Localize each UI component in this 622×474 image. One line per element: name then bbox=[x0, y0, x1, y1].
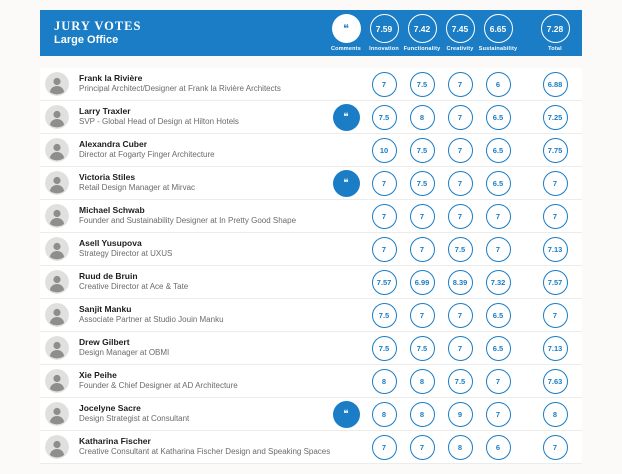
juror-title: Founder and Sustainability Designer at In Pretty Good Shape bbox=[79, 216, 297, 226]
comments-quote-icon: ❝ bbox=[332, 14, 361, 43]
juror-score-columns bbox=[327, 203, 574, 230]
juror-row bbox=[40, 332, 582, 365]
functionality-score-badge: 6.99 bbox=[410, 270, 435, 295]
functionality-cell bbox=[403, 138, 441, 163]
sustainability-score-badge: 7.32 bbox=[486, 270, 511, 295]
sustainability-score-badge: 7 bbox=[486, 402, 511, 427]
innovation-cell bbox=[365, 435, 403, 460]
column-header-functionality bbox=[403, 14, 441, 52]
total-score-badge: 7.75 bbox=[543, 138, 568, 163]
innovation-cell bbox=[365, 402, 403, 427]
sustainability-average-badge: 6.65 bbox=[484, 14, 513, 43]
sustainability-score-badge: 6.5 bbox=[486, 105, 511, 130]
innovation-cell bbox=[365, 171, 403, 196]
column-header-innovation bbox=[365, 14, 403, 52]
juror-avatar bbox=[45, 336, 69, 360]
comments-cell bbox=[327, 137, 365, 164]
creativity-score-badge: 7 bbox=[448, 138, 473, 163]
creativity-score-badge: 7 bbox=[448, 336, 473, 361]
person-silhouette-icon bbox=[45, 369, 69, 393]
juror-row bbox=[40, 365, 582, 398]
juror-avatar bbox=[45, 72, 69, 96]
functionality-cell bbox=[403, 204, 441, 229]
innovation-cell bbox=[365, 369, 403, 394]
juror-name: Victoria Stiles bbox=[79, 172, 136, 183]
innovation-cell bbox=[365, 336, 403, 361]
juror-score-columns bbox=[327, 71, 574, 98]
innovation-score-badge: 7.57 bbox=[372, 270, 397, 295]
total-cell bbox=[536, 303, 574, 328]
innovation-score-badge: 7 bbox=[372, 435, 397, 460]
innovation-cell bbox=[365, 204, 403, 229]
jurors-list bbox=[40, 68, 582, 464]
sustainability-cell bbox=[479, 369, 517, 394]
sustainability-score-badge: 7 bbox=[486, 369, 511, 394]
comments-cell bbox=[327, 236, 365, 263]
sustainability-cell bbox=[479, 138, 517, 163]
juror-name: Frank la Rivière bbox=[79, 73, 143, 84]
comment-bubble[interactable]: ❝ bbox=[333, 401, 360, 428]
innovation-average-badge: 7.59 bbox=[370, 14, 399, 43]
creativity-cell bbox=[441, 402, 479, 427]
juror-name: Ruud de Bruin bbox=[79, 271, 138, 282]
juror-row bbox=[40, 299, 582, 332]
juror-avatar bbox=[45, 138, 69, 162]
total-cell bbox=[536, 270, 574, 295]
creativity-cell bbox=[441, 72, 479, 97]
sustainability-cell bbox=[479, 336, 517, 361]
sustainability-score-badge: 6.5 bbox=[486, 171, 511, 196]
juror-row bbox=[40, 200, 582, 233]
person-silhouette-icon bbox=[45, 402, 69, 426]
functionality-cell bbox=[403, 435, 441, 460]
comments-cell bbox=[327, 104, 365, 131]
juror-avatar bbox=[45, 105, 69, 129]
creativity-cell bbox=[441, 204, 479, 229]
juror-row bbox=[40, 398, 582, 431]
juror-info bbox=[69, 304, 327, 325]
comment-bubble[interactable]: ❝ bbox=[333, 104, 360, 131]
juror-row bbox=[40, 167, 582, 200]
creativity-cell bbox=[441, 369, 479, 394]
juror-title: Founder & Chief Designer at AD Architecture bbox=[79, 381, 238, 391]
sustainability-cell bbox=[479, 171, 517, 196]
juror-score-columns bbox=[327, 302, 574, 329]
juror-row bbox=[40, 68, 582, 101]
comments-cell bbox=[327, 71, 365, 98]
juror-row bbox=[40, 233, 582, 266]
total-score-badge: 7 bbox=[543, 435, 568, 460]
juror-info bbox=[69, 271, 327, 292]
comments-cell bbox=[327, 368, 365, 395]
header-columns bbox=[327, 14, 574, 52]
total-score-badge: 7 bbox=[543, 171, 568, 196]
total-score-badge: 7.13 bbox=[543, 237, 568, 262]
juror-name: Michael Schwab bbox=[79, 205, 145, 216]
innovation-score-badge: 7.5 bbox=[372, 336, 397, 361]
page-title: JURY VOTES bbox=[54, 18, 142, 33]
juror-info bbox=[69, 238, 327, 259]
sustainability-column-label: Sustainability bbox=[478, 46, 518, 52]
creativity-cell bbox=[441, 303, 479, 328]
juror-info bbox=[69, 403, 327, 424]
sustainability-score-badge: 6.5 bbox=[486, 138, 511, 163]
innovation-cell bbox=[365, 270, 403, 295]
comments-column-label: Comments bbox=[330, 46, 362, 52]
functionality-score-badge: 7 bbox=[410, 435, 435, 460]
functionality-cell bbox=[403, 105, 441, 130]
innovation-score-badge: 7.5 bbox=[372, 303, 397, 328]
total-score-badge: 7.63 bbox=[543, 369, 568, 394]
creativity-score-badge: 7.5 bbox=[448, 369, 473, 394]
juror-title: Associate Partner at Studio Jouin Manku bbox=[79, 315, 224, 325]
juror-info bbox=[69, 436, 331, 457]
juror-title: Retail Design Manager at Mirvac bbox=[79, 183, 196, 193]
total-cell bbox=[536, 336, 574, 361]
total-average-badge: 7.28 bbox=[541, 14, 570, 43]
sustainability-cell bbox=[479, 435, 517, 460]
creativity-score-badge: 9 bbox=[448, 402, 473, 427]
sustainability-cell bbox=[479, 270, 517, 295]
sustainability-score-badge: 6 bbox=[486, 435, 511, 460]
juror-info bbox=[69, 73, 327, 94]
juror-score-columns bbox=[327, 368, 574, 395]
juror-name: Jocelyne Sacre bbox=[79, 403, 141, 414]
column-header-creativity bbox=[441, 14, 479, 52]
juror-title: Director at Fogarty Finger Architecture bbox=[79, 150, 215, 160]
total-score-badge: 7.25 bbox=[543, 105, 568, 130]
innovation-score-badge: 8 bbox=[372, 369, 397, 394]
person-silhouette-icon bbox=[45, 270, 69, 294]
functionality-cell bbox=[403, 303, 441, 328]
total-cell bbox=[536, 237, 574, 262]
sustainability-score-badge: 6.5 bbox=[486, 336, 511, 361]
juror-score-columns bbox=[327, 137, 574, 164]
total-cell bbox=[536, 138, 574, 163]
juror-score-columns bbox=[327, 170, 574, 197]
juror-score-columns bbox=[327, 104, 574, 131]
juror-score-columns bbox=[327, 269, 574, 296]
functionality-score-badge: 7 bbox=[410, 204, 435, 229]
innovation-score-badge: 8 bbox=[372, 402, 397, 427]
total-cell bbox=[536, 105, 574, 130]
innovation-cell bbox=[365, 105, 403, 130]
juror-row bbox=[40, 134, 582, 167]
creativity-score-badge: 7 bbox=[448, 72, 473, 97]
juror-avatar bbox=[45, 435, 69, 459]
jury-votes-header bbox=[40, 10, 582, 56]
juror-title: Design Manager at OBMI bbox=[79, 348, 170, 358]
creativity-score-badge: 7 bbox=[448, 303, 473, 328]
category-subtitle: Large Office bbox=[54, 33, 119, 46]
comments-cell bbox=[327, 401, 365, 428]
creativity-cell bbox=[441, 171, 479, 196]
functionality-score-badge: 7.5 bbox=[410, 171, 435, 196]
functionality-score-badge: 7 bbox=[410, 237, 435, 262]
total-cell bbox=[536, 171, 574, 196]
juror-name: Drew Gilbert bbox=[79, 337, 130, 348]
total-cell bbox=[536, 402, 574, 427]
juror-score-columns bbox=[327, 236, 574, 263]
comments-cell bbox=[327, 302, 365, 329]
creativity-score-badge: 7 bbox=[448, 204, 473, 229]
column-header-sustainability bbox=[479, 14, 517, 52]
functionality-score-badge: 8 bbox=[410, 402, 435, 427]
person-silhouette-icon bbox=[45, 435, 69, 459]
total-column-label: Total bbox=[548, 46, 562, 52]
juror-avatar bbox=[45, 237, 69, 261]
juror-row bbox=[40, 266, 582, 299]
juror-info bbox=[69, 205, 327, 226]
jury-votes-page bbox=[0, 10, 622, 474]
innovation-cell bbox=[365, 138, 403, 163]
person-silhouette-icon bbox=[45, 303, 69, 327]
juror-avatar bbox=[45, 171, 69, 195]
juror-avatar bbox=[45, 303, 69, 327]
functionality-cell bbox=[403, 270, 441, 295]
functionality-cell bbox=[403, 336, 441, 361]
functionality-score-badge: 7.5 bbox=[410, 138, 435, 163]
innovation-score-badge: 10 bbox=[372, 138, 397, 163]
total-cell bbox=[536, 204, 574, 229]
person-silhouette-icon bbox=[45, 204, 69, 228]
creativity-cell bbox=[441, 336, 479, 361]
juror-info bbox=[69, 370, 327, 391]
column-header-comments bbox=[327, 14, 365, 52]
creativity-score-badge: 8 bbox=[448, 435, 473, 460]
juror-title: Creative Director at Ace & Tate bbox=[79, 282, 189, 292]
sustainability-cell bbox=[479, 105, 517, 130]
comments-cell bbox=[327, 170, 365, 197]
total-cell bbox=[536, 72, 574, 97]
person-silhouette-icon bbox=[45, 336, 69, 360]
functionality-score-badge: 7.5 bbox=[410, 336, 435, 361]
creativity-score-badge: 7.5 bbox=[448, 237, 473, 262]
creativity-cell bbox=[441, 105, 479, 130]
functionality-cell bbox=[403, 171, 441, 196]
juror-title: Strategy Director at UXUS bbox=[79, 249, 173, 259]
functionality-cell bbox=[403, 237, 441, 262]
juror-info bbox=[69, 106, 327, 127]
juror-info bbox=[69, 139, 327, 160]
juror-score-columns bbox=[327, 401, 574, 428]
innovation-score-badge: 7.5 bbox=[372, 105, 397, 130]
total-score-badge: 6.88 bbox=[543, 72, 568, 97]
juror-score-columns bbox=[327, 434, 574, 461]
total-score-badge: 7 bbox=[543, 303, 568, 328]
functionality-score-badge: 8 bbox=[410, 369, 435, 394]
header-titles bbox=[54, 19, 327, 48]
sustainability-score-badge: 7 bbox=[486, 204, 511, 229]
juror-row bbox=[40, 431, 582, 464]
creativity-score-badge: 8.39 bbox=[448, 270, 473, 295]
total-cell bbox=[536, 435, 574, 460]
juror-title: Creative Consultant at Katharina Fischer Design and Speaking Spaces bbox=[79, 447, 331, 457]
innovation-score-badge: 7 bbox=[372, 171, 397, 196]
person-silhouette-icon bbox=[45, 138, 69, 162]
functionality-average-badge: 7.42 bbox=[408, 14, 437, 43]
innovation-score-badge: 7 bbox=[372, 237, 397, 262]
innovation-column-label: Innovation bbox=[369, 46, 399, 52]
juror-score-columns bbox=[327, 335, 574, 362]
juror-avatar bbox=[45, 204, 69, 228]
creativity-cell bbox=[441, 270, 479, 295]
juror-name: Larry Traxler bbox=[79, 106, 131, 117]
total-score-badge: 7.57 bbox=[543, 270, 568, 295]
column-header-total bbox=[536, 14, 574, 52]
creativity-column-label: Creativity bbox=[446, 46, 474, 52]
person-silhouette-icon bbox=[45, 72, 69, 96]
creativity-score-badge: 7 bbox=[448, 171, 473, 196]
creativity-score-badge: 7 bbox=[448, 105, 473, 130]
total-score-badge: 7 bbox=[543, 204, 568, 229]
juror-info bbox=[69, 172, 327, 193]
juror-title: Principal Architect/Designer at Frank la Rivière Architects bbox=[79, 84, 281, 94]
person-silhouette-icon bbox=[45, 105, 69, 129]
creativity-cell bbox=[441, 138, 479, 163]
comments-cell bbox=[327, 434, 365, 461]
innovation-score-badge: 7 bbox=[372, 204, 397, 229]
functionality-cell bbox=[403, 72, 441, 97]
juror-avatar bbox=[45, 369, 69, 393]
creativity-cell bbox=[441, 435, 479, 460]
juror-info bbox=[69, 337, 327, 358]
functionality-column-label: Functionality bbox=[403, 46, 441, 52]
juror-name: Sanjit Manku bbox=[79, 304, 132, 315]
innovation-score-badge: 7 bbox=[372, 72, 397, 97]
juror-name: Xie Peihe bbox=[79, 370, 117, 381]
innovation-cell bbox=[365, 72, 403, 97]
juror-name: Asell Yusupova bbox=[79, 238, 142, 249]
total-cell bbox=[536, 369, 574, 394]
juror-row bbox=[40, 101, 582, 134]
comments-cell bbox=[327, 269, 365, 296]
innovation-cell bbox=[365, 237, 403, 262]
juror-title: Design Strategist at Consultant bbox=[79, 414, 190, 424]
juror-name: Alexandra Cuber bbox=[79, 139, 148, 150]
functionality-score-badge: 7 bbox=[410, 303, 435, 328]
sustainability-score-badge: 6 bbox=[486, 72, 511, 97]
person-silhouette-icon bbox=[45, 171, 69, 195]
juror-avatar bbox=[45, 270, 69, 294]
sustainability-cell bbox=[479, 204, 517, 229]
comments-cell bbox=[327, 203, 365, 230]
total-score-badge: 7.13 bbox=[543, 336, 568, 361]
person-silhouette-icon bbox=[45, 237, 69, 261]
juror-name: Katharina Fischer bbox=[79, 436, 151, 447]
comment-bubble[interactable]: ❝ bbox=[333, 170, 360, 197]
creativity-cell bbox=[441, 237, 479, 262]
comments-cell bbox=[327, 335, 365, 362]
sustainability-cell bbox=[479, 303, 517, 328]
juror-title: SVP - Global Head of Design at Hilton Hotels bbox=[79, 117, 239, 127]
juror-avatar bbox=[45, 402, 69, 426]
sustainability-cell bbox=[479, 72, 517, 97]
total-score-badge: 8 bbox=[543, 402, 568, 427]
sustainability-cell bbox=[479, 402, 517, 427]
sustainability-score-badge: 7 bbox=[486, 237, 511, 262]
functionality-cell bbox=[403, 369, 441, 394]
innovation-cell bbox=[365, 303, 403, 328]
functionality-score-badge: 7.5 bbox=[410, 72, 435, 97]
functionality-cell bbox=[403, 402, 441, 427]
sustainability-score-badge: 6.5 bbox=[486, 303, 511, 328]
creativity-average-badge: 7.45 bbox=[446, 14, 475, 43]
sustainability-cell bbox=[479, 237, 517, 262]
functionality-score-badge: 8 bbox=[410, 105, 435, 130]
